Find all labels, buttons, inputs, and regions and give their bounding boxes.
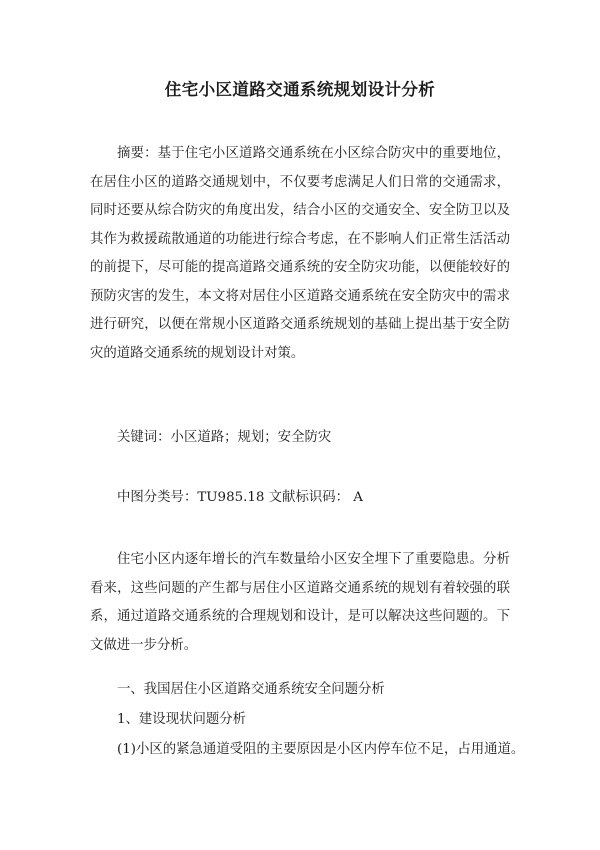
intro-paragraph: 住宅小区内逐年增长的汽车数量给小区安全埋下了重要隐患。分析看来，这些问题的产生都与居住小区道路交通系统的规划有着较强的联系，通过道路交通系统的合理规划和设计，是可以解决这些问题的。下文做进一步分析。 [90,552,510,653]
keywords-line: 关键词：小区道路；规划；安全防灾 [117,430,332,445]
list-item: (1)小区的紧急通道受阻的主要原因是小区内停车位不足，占用通道。 [117,742,525,757]
abstract-paragraph: 摘要：基于住宅小区道路交通系统在小区综合防灾中的重要地位，在居住小区的道路交通规划中，不仅要考虑满足人们日常的交通需求，同时还要从综合防灾的角度出发，结合小区的交通安全、安全防卫以及其作为救援疏散通道的功能进行综合考虑，在不影响人们正常生活活动的前提下，尽可能的提高道路交通系统的安全防灾功能，以便能较好的预防灾害的发生，本文将对居住小区道路交通系统在安全防灾中的需求进行研究，以便在常规小区道路交通系统规划的基础上提出基于安全防灾的道路交通系统的规划设计对策。 [90,146,510,361]
document-title: 住宅小区道路交通系统规划设计分析 [164,80,436,99]
section-heading: 一、我国居住小区道路交通系统安全问题分析 [117,682,385,697]
subsection-heading: 1、建设现状问题分析 [117,712,247,727]
classification-line: 中图分类号：TU985.18 文献标识码： A [117,490,363,505]
